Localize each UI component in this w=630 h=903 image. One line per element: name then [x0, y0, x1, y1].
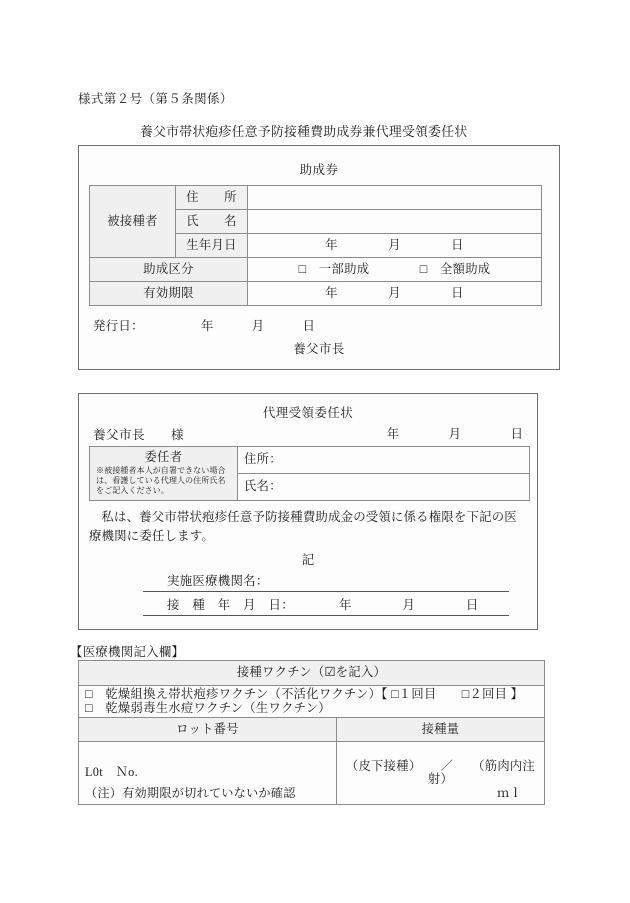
- subsidy-type-label: 助成区分: [90, 258, 248, 282]
- dose-route-options[interactable]: （皮下接種） ／ （筋肉内注射）: [345, 758, 536, 787]
- birthdate-label: 生年月日: [176, 234, 248, 258]
- table-row: [90, 258, 542, 282]
- vaccination-date-label: 接 種 年 月 日：: [167, 598, 294, 612]
- lot-column-header: ロット番号: [79, 718, 337, 742]
- dose-cell[interactable]: [337, 742, 545, 805]
- subsidy-type-options[interactable]: □ 一部助成 □ 全額助成: [248, 258, 542, 282]
- name-label: 氏 名: [176, 210, 248, 234]
- address-label: 住 所: [176, 186, 248, 210]
- vaccine-options[interactable]: [79, 686, 545, 718]
- validity-value[interactable]: 年 月 日: [248, 282, 542, 306]
- table-row: [90, 186, 542, 210]
- entruster-address-field[interactable]: 住所：: [238, 447, 530, 474]
- table-row: [79, 661, 545, 686]
- vaccine-option-2[interactable]: □ 乾燥弱毒生水痘ワクチン（生ワクチン）: [85, 700, 331, 715]
- mayor-name: 養父市長: [293, 342, 345, 356]
- lot-expiry-note: （注）有効期限が切れていないか確認: [85, 785, 296, 800]
- poa-body-text: 私は、養父市帯状疱疹任意予防接種費助成金の受領に係る権限を下記の医療機関に委任します。: [89, 510, 517, 544]
- entruster-note: ※被接種者本人が自署できない場合は、看護している代理人の住所氏名をご記入ください。: [96, 465, 226, 495]
- medical-section-title: 【医療機関記入欄】: [70, 645, 185, 659]
- poa-addressee: 養父市長 様: [93, 428, 184, 442]
- poa-date-line[interactable]: 年 月 日: [386, 427, 523, 441]
- document-title: 養父市帯状疱疹任意予防接種費助成券兼代理受領委任状: [140, 125, 468, 139]
- coupon-heading: 助成券: [299, 163, 339, 177]
- institution-name-row[interactable]: [143, 570, 509, 592]
- vaccination-date-value: 年 月 日: [339, 598, 479, 612]
- entruster-title: 委任者: [144, 450, 183, 465]
- validity-label: 有効期限: [90, 282, 248, 306]
- dose-unit: ｍｌ: [497, 785, 522, 800]
- medical-table: [78, 660, 545, 805]
- vaccination-date-row[interactable]: [143, 594, 509, 616]
- issue-date-line: 発行日： 年 月 日: [93, 319, 316, 333]
- table-row: [79, 686, 545, 718]
- birthdate-value[interactable]: 年 月 日: [248, 234, 542, 258]
- form-number: 様式第２号（第５条関係）: [78, 92, 233, 106]
- lot-number-cell[interactable]: [79, 742, 337, 805]
- entruster-cell: [90, 447, 238, 501]
- entruster-name-field[interactable]: 氏名：: [238, 474, 530, 501]
- lot-number-value: L0t Ｎo.: [85, 765, 138, 780]
- dose-column-header: 接種量: [337, 718, 545, 742]
- table-row: [90, 282, 542, 306]
- poa-heading: 代理受領委任状: [262, 406, 354, 420]
- table-row: [79, 718, 545, 742]
- address-value[interactable]: [248, 186, 542, 210]
- recipient-label: 被接種者: [90, 186, 176, 258]
- table-row: [79, 742, 545, 805]
- recipient-table: [89, 185, 542, 306]
- poa-ki-marker: 記: [301, 553, 315, 567]
- vaccine-header: 接種ワクチン（☑を記入）: [79, 661, 545, 686]
- entruster-table: [89, 446, 530, 501]
- institution-name-label: 実施医療機関名：: [167, 574, 269, 588]
- name-value[interactable]: [248, 210, 542, 234]
- proxy-receipt-box: [78, 393, 538, 630]
- vaccine-option-1[interactable]: □ 乾燥組換え帯状疱疹ワクチン（不活化ワクチン）【 □１回目 □２回目 】: [85, 687, 524, 701]
- table-row: [90, 447, 530, 474]
